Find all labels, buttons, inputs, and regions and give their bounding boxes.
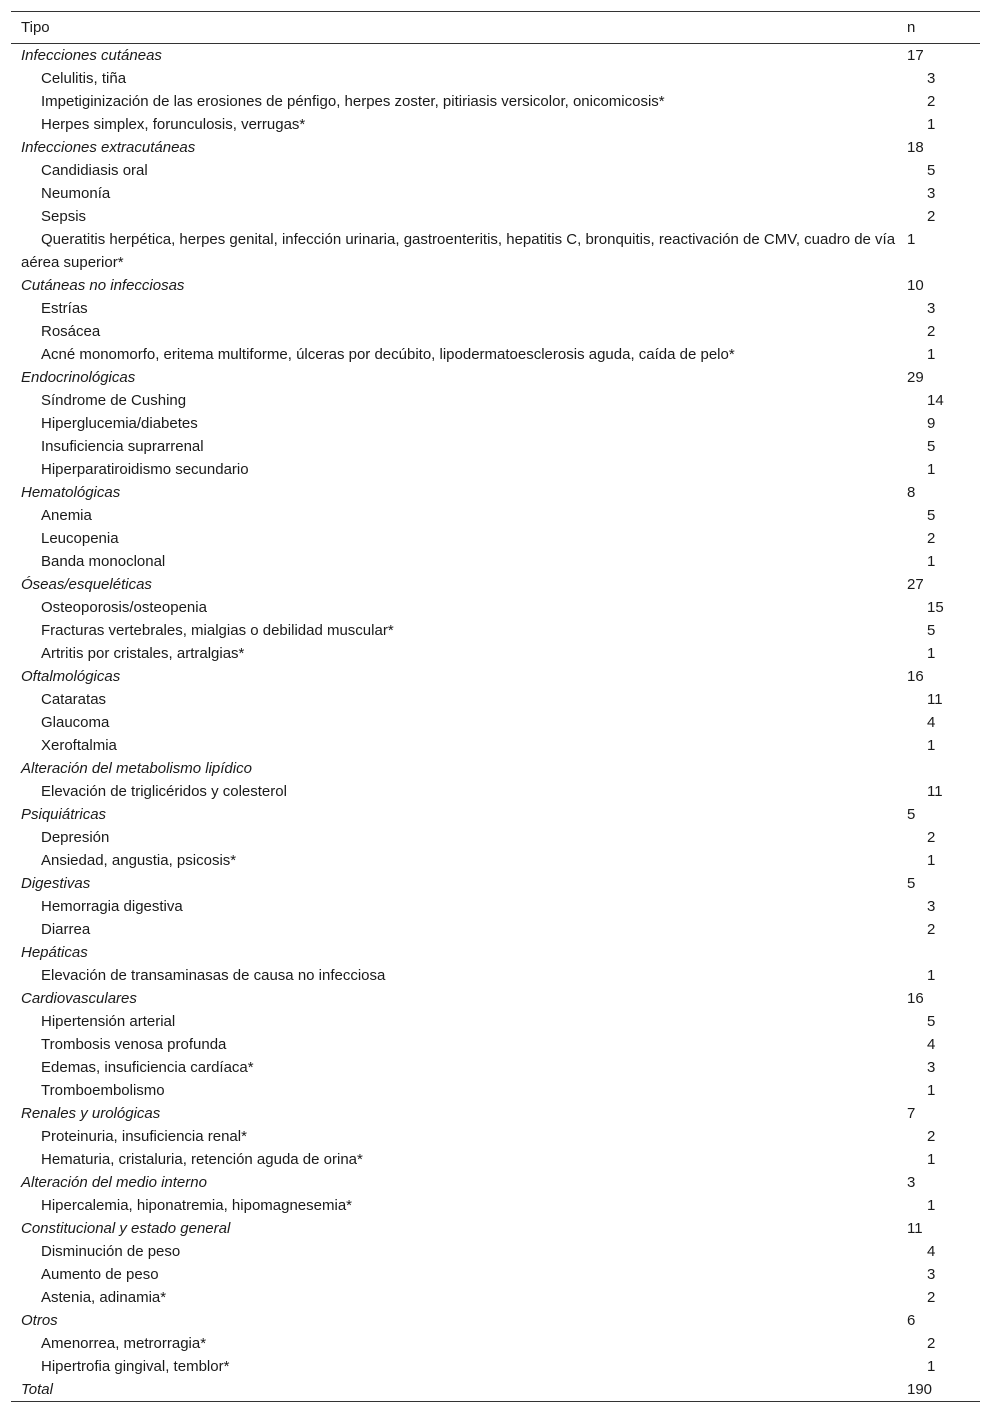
table-row <box>11 297 980 320</box>
item-label: Anemia <box>41 507 92 524</box>
item-count: 1 <box>927 116 936 133</box>
item-label: Elevación de triglicéridos y colesterol <box>41 783 287 800</box>
category-count: 16 <box>907 668 924 685</box>
table-row <box>11 205 980 228</box>
item-label: Astenia, adinamia* <box>41 1289 167 1306</box>
category-row <box>11 872 980 895</box>
item-count: 1 <box>927 1151 936 1168</box>
item-count: 4 <box>927 1243 936 1260</box>
total-label: Total <box>21 1381 53 1398</box>
table-row <box>11 642 980 665</box>
header-row <box>11 12 980 44</box>
table-row <box>11 1079 980 1102</box>
item-label: Rosácea <box>41 323 101 340</box>
item-count: 1 <box>927 967 936 984</box>
item-count: 2 <box>927 1128 936 1145</box>
item-label: Estrías <box>41 300 88 317</box>
item-label: Impetiginización de las erosiones de pénfigo, herpes zoster, pitiriasis versicolor, onicomicosis* <box>41 93 665 110</box>
total-count: 190 <box>907 1381 933 1398</box>
item-label: Insuficiencia suprarrenal <box>41 438 204 455</box>
category-count <box>907 757 980 780</box>
table-row <box>11 412 980 435</box>
category-count <box>907 941 980 964</box>
item-label: Síndrome de Cushing <box>41 392 187 409</box>
category-row <box>11 1171 980 1194</box>
table-row <box>11 918 980 941</box>
item-count: 2 <box>927 1289 936 1306</box>
table-row <box>11 734 980 757</box>
table-row <box>11 895 980 918</box>
header-n: n <box>907 19 916 36</box>
category-label: Infecciones extracutáneas <box>21 139 196 156</box>
category-row <box>11 573 980 596</box>
item-label: Hemorragia digestiva <box>41 898 183 915</box>
table-row <box>11 780 980 803</box>
category-label: Cardiovasculares <box>21 990 137 1007</box>
item-label: Tromboembolismo <box>41 1082 165 1099</box>
table-row <box>11 596 980 619</box>
table-row <box>11 320 980 343</box>
item-count: 2 <box>927 530 936 547</box>
table-row <box>11 527 980 550</box>
item-count: 11 <box>927 783 943 800</box>
item-count: 4 <box>927 714 936 731</box>
item-count: 14 <box>927 392 944 409</box>
table-row <box>11 435 980 458</box>
item-count: 5 <box>927 162 936 179</box>
item-label: Hipercalemia, hiponatremia, hipomagnesemia* <box>41 1197 352 1214</box>
item-label: Cataratas <box>41 691 107 708</box>
item-count: 1 <box>907 231 916 248</box>
category-label: Hematológicas <box>21 484 121 501</box>
category-label: Digestivas <box>21 875 91 892</box>
table-row <box>11 1056 980 1079</box>
item-label: Amenorrea, metrorragia* <box>41 1335 207 1352</box>
category-count: 6 <box>907 1312 916 1329</box>
item-count: 2 <box>927 208 936 225</box>
category-count: 7 <box>907 1105 916 1122</box>
table-row <box>11 1286 980 1309</box>
category-label: Constitucional y estado general <box>21 1220 231 1237</box>
item-label: Osteoporosis/osteopenia <box>41 599 207 616</box>
item-label: Disminución de peso <box>41 1243 181 1260</box>
table-row <box>11 159 980 182</box>
table-row <box>11 849 980 872</box>
table-row <box>11 1240 980 1263</box>
category-label: Psiquiátricas <box>21 806 107 823</box>
category-label: Cutáneas no infecciosas <box>21 277 185 294</box>
table-row <box>11 1010 980 1033</box>
item-count: 3 <box>927 70 936 87</box>
item-count: 1 <box>927 1197 936 1214</box>
category-row <box>11 941 980 964</box>
item-label: Depresión <box>41 829 110 846</box>
adverse-effects-table-container <box>11 11 980 1402</box>
table-row <box>11 1033 980 1056</box>
category-row <box>11 1309 980 1332</box>
category-row <box>11 665 980 688</box>
item-count: 1 <box>927 461 936 478</box>
item-label: Neumonía <box>41 185 111 202</box>
item-count: 1 <box>927 1082 936 1099</box>
table-row <box>11 389 980 412</box>
item-label: Sepsis <box>41 208 87 225</box>
item-count: 1 <box>927 346 936 363</box>
category-label: Oftalmológicas <box>21 668 121 685</box>
category-count: 16 <box>907 990 924 1007</box>
item-count: 1 <box>927 852 936 869</box>
category-label: Óseas/esqueléticas <box>21 576 152 593</box>
item-label: Glaucoma <box>41 714 110 731</box>
category-row <box>11 481 980 504</box>
category-count: 8 <box>907 484 916 501</box>
item-count: 15 <box>927 599 944 616</box>
category-count: 29 <box>907 369 924 386</box>
item-count: 3 <box>927 185 936 202</box>
item-label: Elevación de transaminasas de causa no infecciosa <box>41 967 386 984</box>
table-row <box>11 619 980 642</box>
item-count: 1 <box>927 1358 936 1375</box>
table-header <box>11 12 980 44</box>
category-row <box>11 274 980 297</box>
category-count: 11 <box>907 1220 923 1237</box>
item-count: 2 <box>927 829 936 846</box>
category-label: Alteración del metabolismo lipídico <box>21 760 252 777</box>
item-count: 1 <box>927 645 936 662</box>
category-count: 10 <box>907 277 924 294</box>
category-row <box>11 803 980 826</box>
table-row <box>11 90 980 113</box>
item-count: 3 <box>927 1266 936 1283</box>
item-label: Candidiasis oral <box>41 162 148 179</box>
header-tipo: Tipo <box>21 19 50 36</box>
category-count: 3 <box>907 1174 916 1191</box>
table-row <box>11 1194 980 1217</box>
table-row <box>11 826 980 849</box>
item-count: 2 <box>927 323 936 340</box>
table-row <box>11 1332 980 1355</box>
category-row <box>11 136 980 159</box>
item-count: 2 <box>927 93 936 110</box>
category-label: Renales y urológicas <box>21 1105 161 1122</box>
item-count: 2 <box>927 1335 936 1352</box>
item-label: Trombosis venosa profunda <box>41 1036 227 1053</box>
category-count: 5 <box>907 806 916 823</box>
table-row <box>11 343 980 366</box>
item-count: 3 <box>927 300 936 317</box>
table-row <box>11 711 980 734</box>
item-count: 5 <box>927 1013 936 1030</box>
item-label: Hiperglucemia/diabetes <box>41 415 198 432</box>
item-label: Hipertensión arterial <box>41 1013 176 1030</box>
category-label: Infecciones cutáneas <box>21 47 162 64</box>
item-label: Queratitis herpética, herpes genital, infección urinaria, gastroenteritis, hepatitis C, bronquitis, reactivación de CMV, cuadro de vía aérea superior* <box>21 231 896 271</box>
item-count: 2 <box>927 921 936 938</box>
category-row <box>11 987 980 1010</box>
item-label: Fracturas vertebrales, mialgias o debilidad muscular* <box>41 622 394 639</box>
item-label: Aumento de peso <box>41 1266 159 1283</box>
table-row <box>11 67 980 90</box>
category-row <box>11 366 980 389</box>
item-count: 4 <box>927 1036 936 1053</box>
item-label: Leucopenia <box>41 530 119 547</box>
table-row <box>11 1125 980 1148</box>
item-label: Proteinuria, insuficiencia renal* <box>41 1128 247 1145</box>
item-label: Herpes simplex, forunculosis, verrugas* <box>41 116 306 133</box>
category-row <box>11 757 980 780</box>
item-label: Celulitis, tiña <box>41 70 127 87</box>
category-row <box>11 44 980 68</box>
table-row <box>11 458 980 481</box>
item-label: Edemas, insuficiencia cardíaca* <box>41 1059 254 1076</box>
table-row <box>11 228 980 274</box>
item-label: Artritis por cristales, artralgias* <box>41 645 245 662</box>
item-count: 9 <box>927 415 936 432</box>
item-count: 3 <box>927 898 936 915</box>
table-row <box>11 182 980 205</box>
item-label: Banda monoclonal <box>41 553 166 570</box>
table-row <box>11 1263 980 1286</box>
item-count: 5 <box>927 507 936 524</box>
table-row <box>11 1148 980 1171</box>
item-label: Acné monomorfo, eritema multiforme, úlceras por decúbito, lipodermatoesclerosis aguda, caída de pelo* <box>41 346 735 363</box>
item-count: 3 <box>927 1059 936 1076</box>
item-label: Ansiedad, angustia, psicosis* <box>41 852 237 869</box>
item-label: Hipertrofia gingival, temblor* <box>41 1358 230 1375</box>
item-label: Diarrea <box>41 921 91 938</box>
table-row <box>11 113 980 136</box>
category-count: 5 <box>907 875 916 892</box>
item-count: 1 <box>927 553 936 570</box>
category-label: Otros <box>21 1312 58 1329</box>
item-count: 5 <box>927 438 936 455</box>
category-count: 18 <box>907 139 924 156</box>
total-row <box>11 1378 980 1402</box>
table-row <box>11 550 980 573</box>
category-label: Hepáticas <box>21 944 88 961</box>
category-count: 27 <box>907 576 924 593</box>
category-row <box>11 1217 980 1240</box>
item-label: Hiperparatiroidismo secundario <box>41 461 249 478</box>
category-count: 17 <box>907 47 924 64</box>
category-row <box>11 1102 980 1125</box>
table-row <box>11 504 980 527</box>
item-count: 5 <box>927 622 936 639</box>
table-row <box>11 688 980 711</box>
table-row <box>11 1355 980 1378</box>
category-label: Endocrinológicas <box>21 369 136 386</box>
category-label: Alteración del medio interno <box>21 1174 207 1191</box>
table-row <box>11 964 980 987</box>
item-label: Hematuria, cristaluria, retención aguda de orina* <box>41 1151 363 1168</box>
table-body <box>11 44 980 1402</box>
item-label: Xeroftalmia <box>41 737 117 754</box>
item-count: 11 <box>927 691 943 708</box>
item-count: 1 <box>927 737 936 754</box>
adverse-effects-table <box>11 11 980 1402</box>
